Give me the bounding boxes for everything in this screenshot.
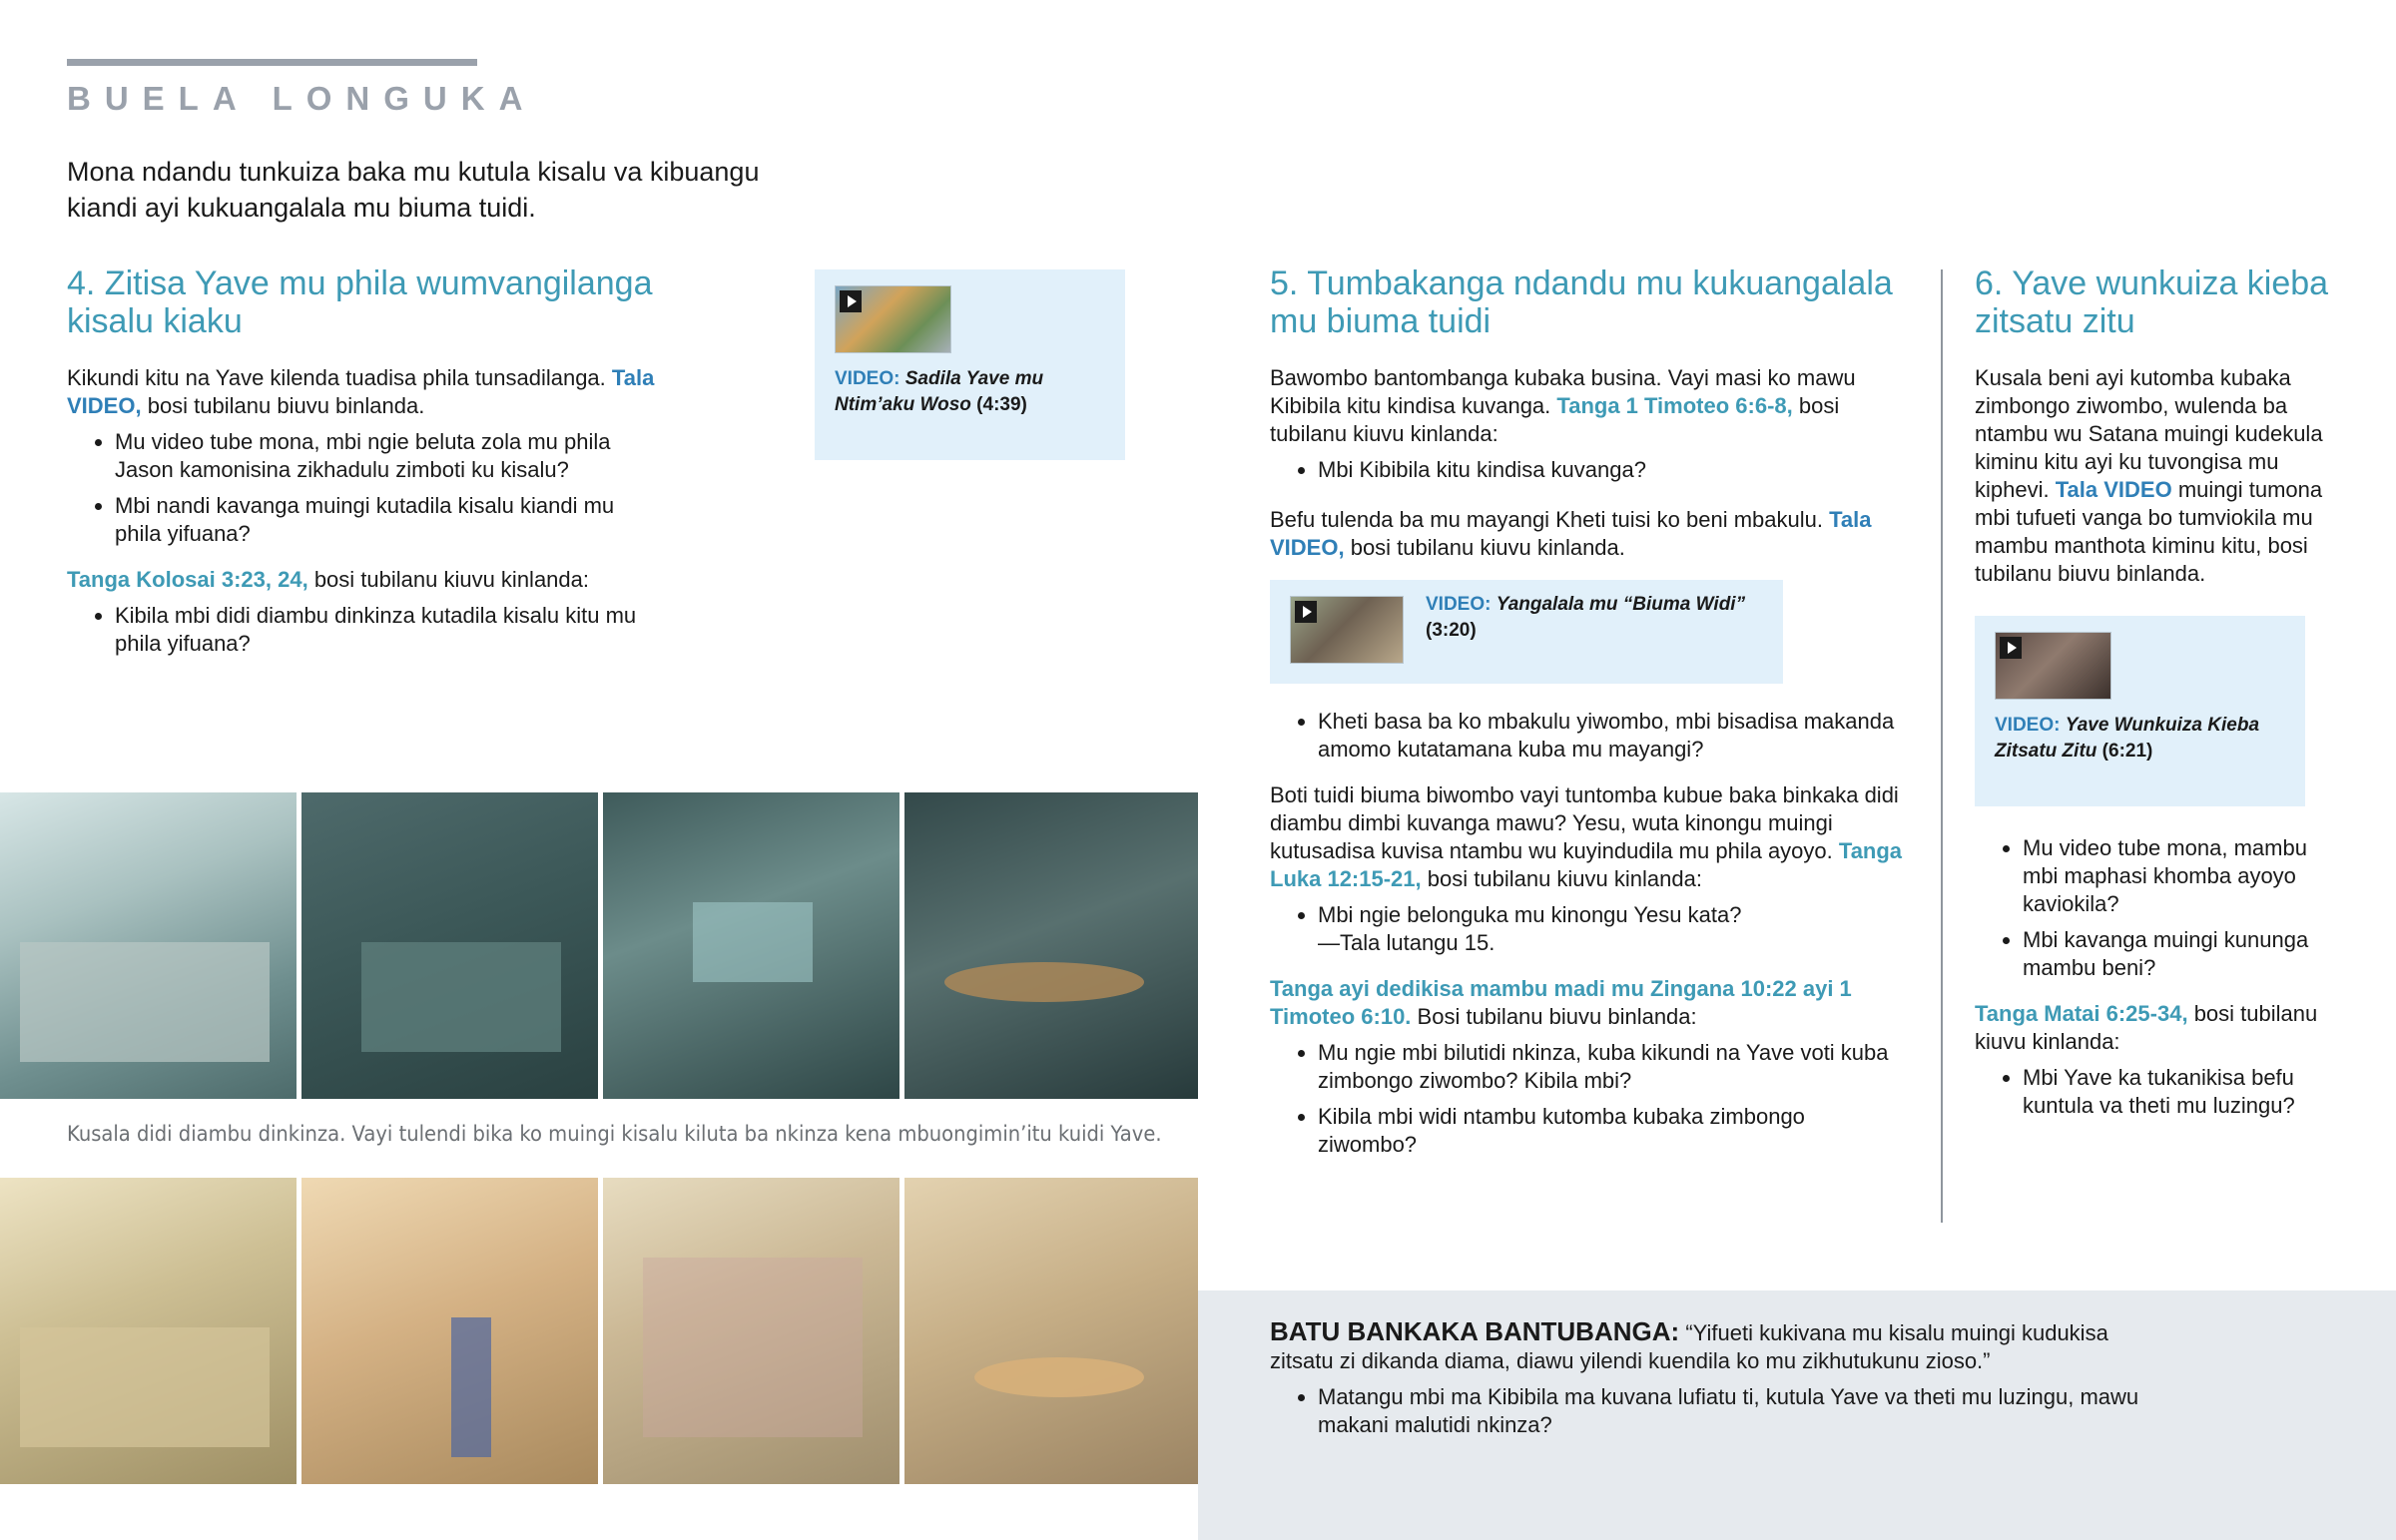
question-list bbox=[1270, 1039, 1909, 1159]
illustration-office-evening bbox=[301, 792, 598, 1099]
section-5-title: 5. Tumbakanga ndandu mu kukuangalala mu biuma tuidi bbox=[1270, 264, 1893, 340]
quote-lead: BATU BANKAKA BANTUBANGA: bbox=[1270, 1316, 1680, 1346]
illustration-office-leaving bbox=[301, 1178, 598, 1484]
section-5-para-1: Bawombo bantombanga kubaka busina. Vayi masi ko mawu Kibibila kitu kindisa kuvanga. Tanga 1 Timoteo 6:6-8, bosi tubilanu kiuvu kinlanda: bbox=[1270, 365, 1856, 446]
question-list bbox=[67, 428, 666, 548]
illustration-office-day-2 bbox=[0, 1178, 297, 1484]
question-item: • Mbi nandi kavanga muingi kutadila kisalu kiandi mu phila yifuana? bbox=[115, 492, 666, 548]
play-icon bbox=[2000, 637, 2022, 659]
scripture-link[interactable]: Tanga Matai 6:25-34, bbox=[1975, 1001, 2188, 1026]
section-5-para-2: Befu tulenda ba mu mayangi Kheti tuisi ko beni mbakulu. Tala VIDEO, bosi tubilanu kiuvu kinlanda. bbox=[1270, 507, 1872, 560]
video-card[interactable] bbox=[815, 269, 1125, 460]
question-item: • Kibila mbi widi ntambu kutomba kubaka zimbongo ziwombo? bbox=[1318, 1103, 1909, 1159]
scripture-link[interactable]: Tanga Luka 12:15-21, bbox=[1270, 838, 1903, 891]
question-item: • Mu ngie mbi bilutidi nkinza, kuba kikundi na Yave voti kuba zimbongo ziwombo? Kibila mbi? bbox=[1318, 1039, 1909, 1095]
question-list bbox=[1270, 456, 1909, 484]
question-list bbox=[1270, 708, 1909, 764]
question-item: • Matangu mbi ma Kibibila ma kuvana lufiatu ti, kutula Yave va theti mu luzingu, mawu makani malutidi nkinza? bbox=[1318, 1383, 2168, 1439]
video-caption: VIDEO: Sadila Yave mu Ntim’aku Woso (4:39) bbox=[835, 368, 1044, 415]
question-list bbox=[1270, 901, 1909, 957]
question-list bbox=[1975, 834, 2334, 982]
header-rule bbox=[67, 59, 477, 66]
section-6-para-2: Tanga Matai 6:25-34, bosi tubilanu kiuvu kinlanda: bbox=[1975, 1001, 2318, 1054]
column-divider bbox=[1941, 269, 1943, 1223]
scripture-link[interactable]: Tanga 1 Timoteo 6:6-8, bbox=[1556, 393, 1793, 418]
question-item: • Mbi Yave ka tukanikisa befu kuntula va theti mu luzingu? bbox=[2023, 1064, 2334, 1120]
section-4-title: 4. Zitisa Yave mu phila wumvangilanga kisalu kiaku bbox=[67, 264, 653, 340]
illustration-office-night bbox=[603, 792, 899, 1099]
video-thumbnail[interactable] bbox=[1995, 632, 2111, 700]
question-item: • Mbi kavanga muingi kununga mambu beni? bbox=[2023, 926, 2334, 982]
section-4-para-2: Tanga Kolosai 3:23, 24, bosi tubilanu kiuvu kinlanda: bbox=[67, 567, 589, 592]
illustration-office-day bbox=[0, 792, 297, 1099]
quote-text: “Yifueti kukivana mu kisalu muingi kudukisa zitsatu zi dikanda diama, diawu yilendi kuendila ko mu zikhutukunu zioso.” bbox=[1270, 1320, 2108, 1373]
scripture-link[interactable]: Tanga Kolosai 3:23, 24, bbox=[67, 567, 308, 592]
video-link[interactable]: Tala VIDEO, bbox=[1270, 507, 1872, 560]
section-5-para-3: Boti tuidi biuma biwombo vayi tuntomba kubue baka binkaka didi diambu dimbi kuvanga mawu? Yesu, wuta kinongu muingi kutusadisa kuvisa ntambu wu kuyindudila mu phila ayoyo. Tanga Luka 12:15-21, bosi tubilanu kiuvu kinlanda: bbox=[1270, 782, 1903, 891]
section-6-para-1: Kusala beni ayi kutomba kubaka zimbongo ziwombo, wulenda ba ntambu wu Satana muingi kudekula kiminu kitu ayi ku tuvongisa mu kiphevi. Tala VIDEO muingi tumona mbi tufueti vanga bo tumviokila mu mambu manthota kiminu kitu, bosi tubilanu biuvu binlanda. bbox=[1975, 365, 2323, 586]
question-item: • Kibila mbi didi diambu dinkinza kutadila kisalu kitu mu phila yifuana? bbox=[115, 602, 666, 658]
question-item: • Mbi Kibibila kitu kindisa kuvanga? bbox=[1318, 456, 1909, 484]
question-item: • Mbi ngie belonguka mu kinongu Yesu kata? —Tala lutangu 15. bbox=[1318, 901, 1909, 957]
question-list bbox=[1270, 1383, 2168, 1439]
question-item: • Kheti basa ba ko mbakulu yiwombo, mbi bisadisa makanda amomo kutatamana kuba mu mayangi? bbox=[1318, 708, 1909, 764]
play-icon bbox=[840, 290, 862, 312]
video-link[interactable]: Tala VIDEO, bbox=[67, 365, 655, 418]
illustration-family-meeting bbox=[603, 1178, 899, 1484]
section-5 bbox=[1270, 264, 1909, 1167]
play-icon bbox=[1295, 601, 1317, 623]
question-item: • Mu video tube mona, mambu mbi maphasi khomba ayoyo kaviokila? bbox=[2023, 834, 2334, 918]
video-caption: VIDEO: Yangalala mu “Biuma Widi” (3:20) bbox=[1426, 594, 1746, 641]
question-list bbox=[67, 602, 666, 658]
kicker-title: BUELA LONGUKA bbox=[67, 80, 537, 117]
section-4 bbox=[67, 264, 666, 666]
video-thumbnail[interactable] bbox=[1290, 596, 1404, 664]
section-6 bbox=[1975, 264, 2334, 1128]
section-4-para-1: Kikundi kitu na Yave kilenda tuadisa phila tunsadilanga. Tala VIDEO, bosi tubilanu biuvu binlanda. bbox=[67, 365, 655, 418]
video-card[interactable] bbox=[1975, 616, 2305, 806]
scripture-link[interactable]: Tanga ayi dedikisa mambu madi mu Zingana 10:22 ayi 1 Timoteo 6:10. bbox=[1270, 976, 1852, 1029]
image-caption: Kusala didi diambu dinkinza. Vayi tulendi bika ko muingi kisalu kiluta ba nkinza kena mbuongimin’itu kuidi Yave. bbox=[67, 1122, 1162, 1146]
question-item: • Mu video tube mona, mbi ngie beluta zola mu phila Jason kamonisina zikhadulu zimboti ku kisalu? bbox=[115, 428, 666, 484]
video-card[interactable] bbox=[1270, 580, 1783, 684]
section-6-title: 6. Yave wunkuiza kieba zitsatu zitu bbox=[1975, 264, 2329, 340]
question-list bbox=[1975, 1064, 2334, 1120]
video-caption: VIDEO: Yave Wunkuiza Kieba Zitsatu Zitu (6:21) bbox=[1995, 715, 2260, 762]
quote-block bbox=[1270, 1317, 2168, 1447]
video-thumbnail[interactable] bbox=[835, 285, 951, 353]
section-5-para-4: Tanga ayi dedikisa mambu madi mu Zingana 10:22 ayi 1 Timoteo 6:10. Bosi tubilanu biuvu binlanda: bbox=[1270, 976, 1852, 1029]
intro-text: Mona ndandu tunkuiza baka mu kutula kisalu va kibuangu kiandi ayi kukuangalala mu biuma tuidi. bbox=[67, 157, 760, 223]
illustration-family-dinner bbox=[904, 1178, 1198, 1484]
video-link[interactable]: Tala VIDEO bbox=[2055, 477, 2172, 502]
illustration-kitchen-alone bbox=[904, 792, 1198, 1099]
